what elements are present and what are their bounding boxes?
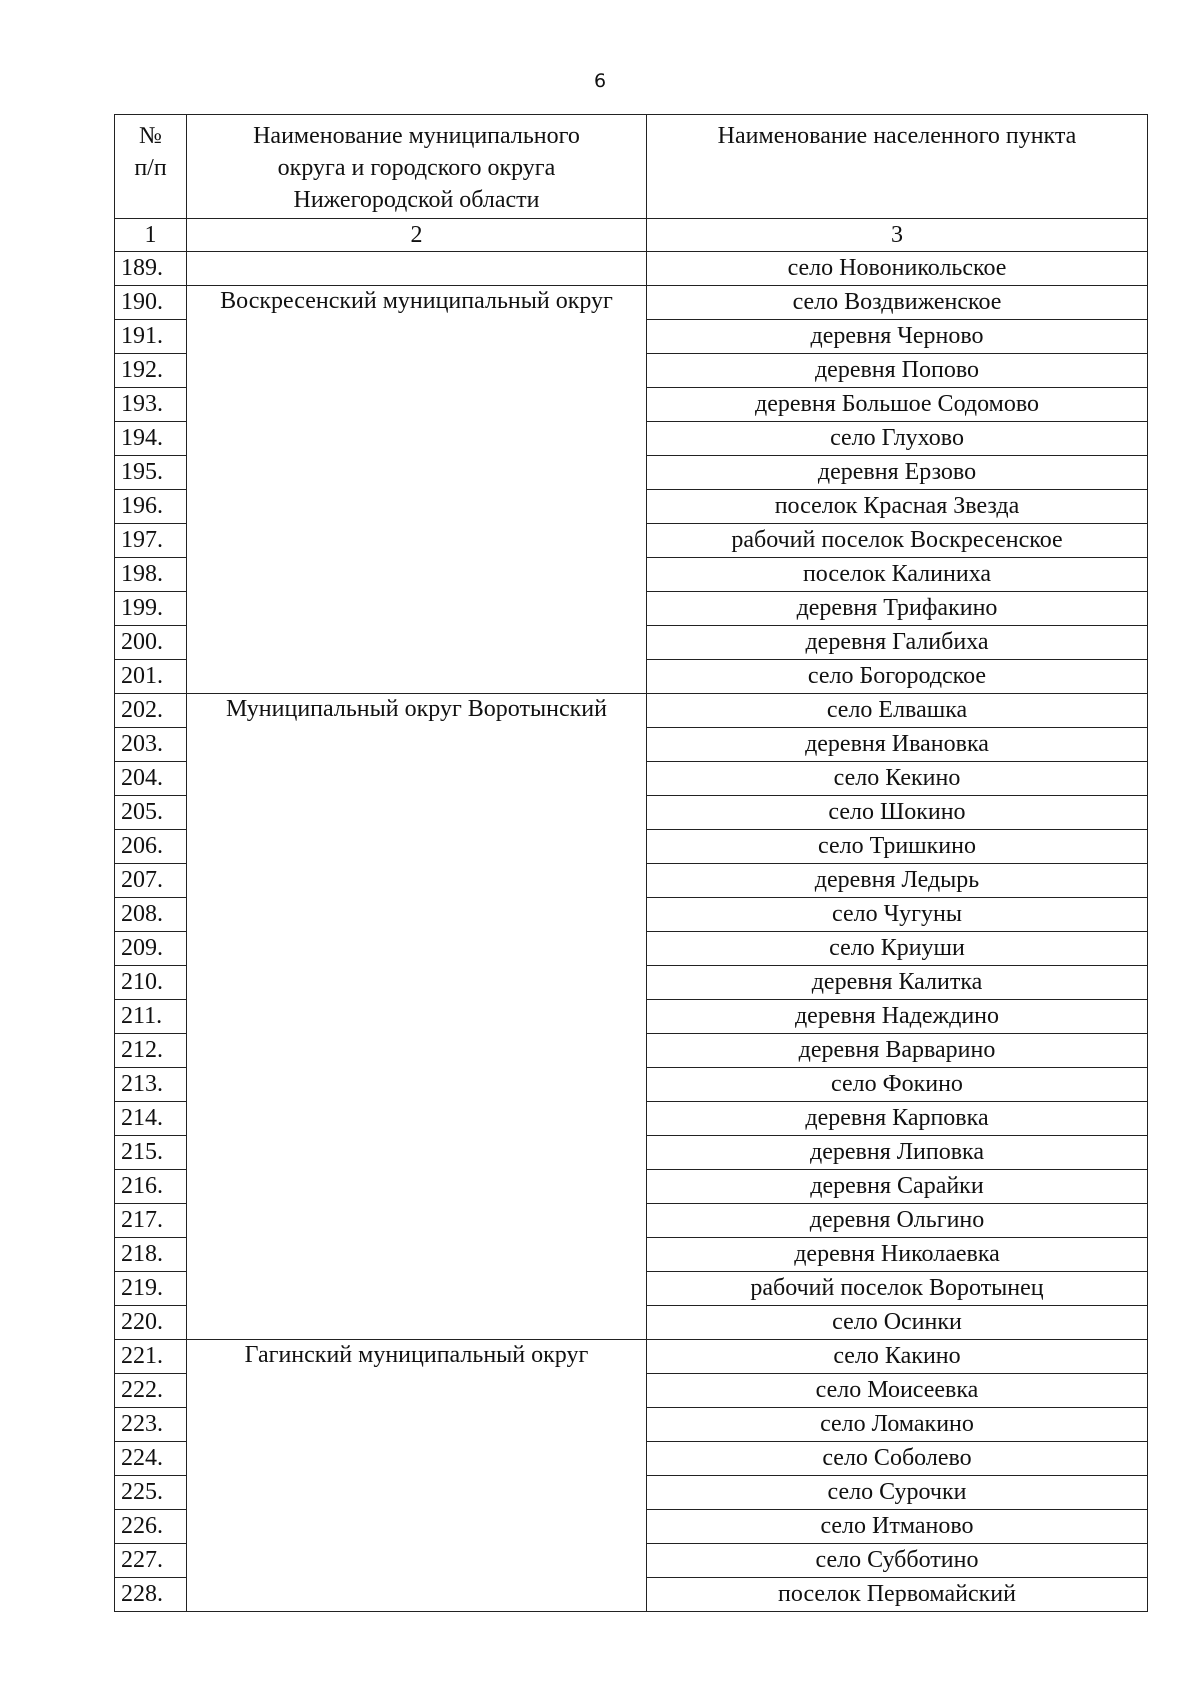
row-number: 195. [115, 456, 187, 490]
row-number: 225. [115, 1476, 187, 1510]
settlement-name: село Фокино [647, 1068, 1148, 1102]
settlements-table [114, 114, 1148, 1612]
row-number: 196. [115, 490, 187, 524]
row-number: 227. [115, 1544, 187, 1578]
settlement-name: деревня Ледырь [647, 864, 1148, 898]
row-number: 219. [115, 1272, 187, 1306]
settlement-name: деревня Ивановка [647, 728, 1148, 762]
row-number: 215. [115, 1136, 187, 1170]
settlement-name: село Чугуны [647, 898, 1148, 932]
settlement-name: село Осинки [647, 1306, 1148, 1340]
settlement-name: деревня Ольгино [647, 1204, 1148, 1238]
settlement-name: деревня Большое Содомово [647, 388, 1148, 422]
settlement-name: деревня Варварино [647, 1034, 1148, 1068]
table-body [115, 252, 1148, 1612]
settlement-name: деревня Карповка [647, 1102, 1148, 1136]
settlement-name: село Богородское [647, 660, 1148, 694]
table-header-row [115, 115, 1148, 219]
column-number-2: 2 [187, 219, 647, 252]
row-number: 197. [115, 524, 187, 558]
row-number: 208. [115, 898, 187, 932]
header-settlement: Наименование населенного пункта [647, 115, 1148, 219]
district-name: Гагинский муниципальный округ [187, 1340, 647, 1612]
settlement-name: село Воздвиженское [647, 286, 1148, 320]
settlement-name: рабочий поселок Воскресенское [647, 524, 1148, 558]
settlement-name: деревня Калитка [647, 966, 1148, 1000]
table-row [115, 252, 1148, 286]
settlement-name: деревня Ерзово [647, 456, 1148, 490]
settlement-name: поселок Красная Звезда [647, 490, 1148, 524]
column-number-row [115, 219, 1148, 252]
row-number: 189. [115, 252, 187, 286]
settlement-name: поселок Калиниха [647, 558, 1148, 592]
settlement-name: село Соболево [647, 1442, 1148, 1476]
row-number: 214. [115, 1102, 187, 1136]
settlement-name: село Субботино [647, 1544, 1148, 1578]
district-name: Муниципальный округ Воротынский [187, 694, 647, 1340]
row-number: 217. [115, 1204, 187, 1238]
header-num: № п/п [115, 115, 187, 219]
row-number: 190. [115, 286, 187, 320]
settlement-name: село Кекино [647, 762, 1148, 796]
settlement-name: село Елвашка [647, 694, 1148, 728]
column-number-1: 1 [115, 219, 187, 252]
row-number: 199. [115, 592, 187, 626]
row-number: 216. [115, 1170, 187, 1204]
row-number: 205. [115, 796, 187, 830]
settlement-name: село Какино [647, 1340, 1148, 1374]
row-number: 211. [115, 1000, 187, 1034]
row-number: 198. [115, 558, 187, 592]
settlement-name: село Моисеевка [647, 1374, 1148, 1408]
settlement-name: село Криуши [647, 932, 1148, 966]
row-number: 193. [115, 388, 187, 422]
settlement-name: село Глухово [647, 422, 1148, 456]
settlement-name: деревня Галибиха [647, 626, 1148, 660]
column-number-3: 3 [647, 219, 1148, 252]
page-number: 6 [593, 70, 607, 92]
row-number: 204. [115, 762, 187, 796]
settlement-name: село Тришкино [647, 830, 1148, 864]
district-name: Воскресенский муниципальный округ [187, 286, 647, 694]
table-row [115, 694, 1148, 728]
row-number: 221. [115, 1340, 187, 1374]
row-number: 218. [115, 1238, 187, 1272]
settlement-name: деревня Липовка [647, 1136, 1148, 1170]
row-number: 200. [115, 626, 187, 660]
row-number: 201. [115, 660, 187, 694]
row-number: 209. [115, 932, 187, 966]
row-number: 207. [115, 864, 187, 898]
row-number: 194. [115, 422, 187, 456]
row-number: 226. [115, 1510, 187, 1544]
row-number: 228. [115, 1578, 187, 1612]
row-number: 224. [115, 1442, 187, 1476]
row-number: 222. [115, 1374, 187, 1408]
row-number: 202. [115, 694, 187, 728]
row-number: 223. [115, 1408, 187, 1442]
settlement-name: деревня Черново [647, 320, 1148, 354]
district-empty-cell [187, 252, 647, 286]
settlement-name: село Сурочки [647, 1476, 1148, 1510]
row-number: 192. [115, 354, 187, 388]
table-row [115, 1340, 1148, 1374]
settlement-name: село Ломакино [647, 1408, 1148, 1442]
settlement-name: деревня Николаевка [647, 1238, 1148, 1272]
header-district: Наименование муниципального округа и городского округа Нижегородской области [187, 115, 647, 219]
row-number: 220. [115, 1306, 187, 1340]
settlement-name: деревня Попово [647, 354, 1148, 388]
settlement-name: рабочий поселок Воротынец [647, 1272, 1148, 1306]
row-number: 213. [115, 1068, 187, 1102]
row-number: 206. [115, 830, 187, 864]
row-number: 203. [115, 728, 187, 762]
settlement-name: село Новоникольское [647, 252, 1148, 286]
settlement-name: деревня Сарайки [647, 1170, 1148, 1204]
settlement-name: деревня Надеждино [647, 1000, 1148, 1034]
settlement-name: деревня Трифакино [647, 592, 1148, 626]
row-number: 212. [115, 1034, 187, 1068]
settlement-name: село Итманово [647, 1510, 1148, 1544]
row-number: 210. [115, 966, 187, 1000]
table-row [115, 286, 1148, 320]
settlement-name: поселок Первомайский [647, 1578, 1148, 1612]
row-number: 191. [115, 320, 187, 354]
settlement-name: село Шокино [647, 796, 1148, 830]
